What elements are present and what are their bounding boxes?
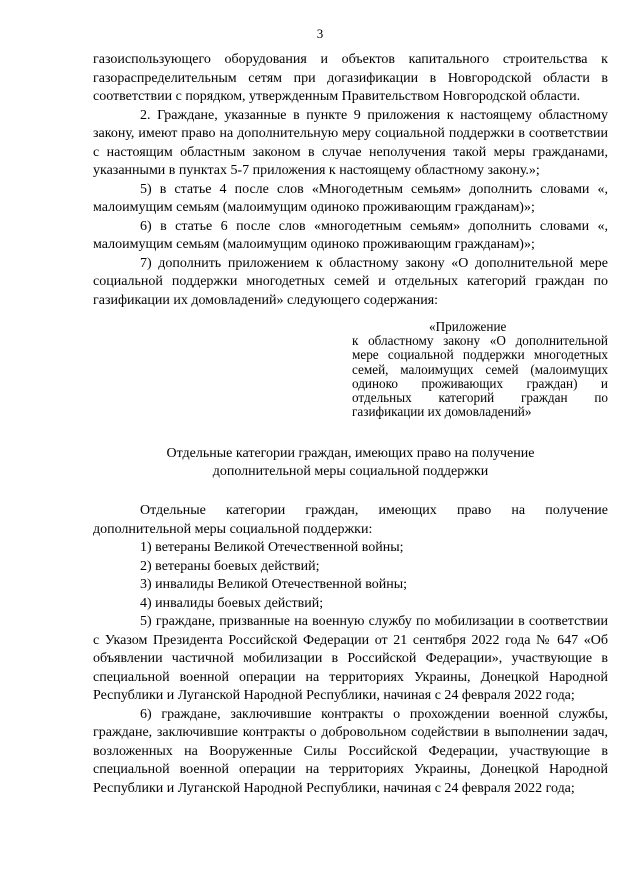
list-item: 2) ветераны боевых действий; bbox=[140, 558, 320, 574]
appendix-reference bbox=[352, 320, 608, 419]
list-item: 4) инвалиды боевых действий; bbox=[140, 595, 324, 611]
paragraph-gas-equipment: газоиспользующего оборудования и объектов капитального строительства к газораспределительным сетям при догазификации в Новгородской области в соответствии с порядком, утвержденным Правительством Новгородской области. bbox=[93, 52, 608, 104]
list-item: 6) граждане, заключившие контракты о прохождении военной службы, граждане, заключившие контракты о добровольном содействии в выполнении задач, возложенных на Вооруженные Силы Российской Федерации, участвующие в специальной военной операции на территориях Украины, Донецкой Народной Республики и Луганской Народной Республики, начиная с 24 февраля 2022 года; bbox=[93, 706, 608, 796]
paragraph-amendment-7: 7) дополнить приложением к областному закону «О дополнительной мере социальной поддержки многодетных семей и отдельных категорий граждан по газификации их домовладений» следующего содержания: bbox=[93, 255, 608, 308]
paragraph-item-2: 2. Граждане, указанные в пункте 9 приложения к настоящему областному закону, имеют право на дополнительную меру социальной поддержки в соответствии с настоящим областным законом в случае неполучения такой меры гражданами, указанными в пунктах 5-7 приложения к настоящему областному закону.»; bbox=[93, 107, 608, 178]
document-body bbox=[93, 51, 608, 798]
paragraph-amendment-5: 5) в статье 4 после слов «Многодетным семьям» дополнить словами «, малоимущим семьям (малоимущим одиноко проживающим гражданам)»; bbox=[93, 181, 608, 215]
section-heading-line2: дополнительной меры социальной поддержки bbox=[212, 464, 489, 480]
list-item: 3) инвалиды Великой Отечественной войны; bbox=[140, 577, 408, 593]
page-number: 3 bbox=[316, 26, 324, 41]
intro-paragraph: Отдельные категории граждан, имеющих право на получение дополнительной меры социальной поддержки: bbox=[93, 503, 608, 537]
section-heading-line1: Отдельные категории граждан, имеющих право на получение bbox=[166, 446, 535, 462]
appendix-text: к областному закону «О дополнительной мере социальной поддержки многодетных семей, малоимущих семей (малоимущих одиноко проживающих граждан) и отдельных категорий граждан по газификации их домовладений» bbox=[352, 333, 608, 420]
paragraph-amendment-6: 6) в статье 6 после слов «многодетным семьям» дополнить словами «, малоимущим семьям (малоимущим одиноко проживающим гражданам)»; bbox=[93, 218, 608, 252]
list-item: 5) граждане, призванные на военную службу по мобилизации в соответствии с Указом Президента Российской Федерации от 21 сентября 2022 года № 647 «Об объявлении частичной мобилизации в Российской Федерации», участвующие в специальной военной операции на территориях Украины, Донецкой Народной Республики и Луганской Народной Республики, начиная с 24 февраля 2022 года; bbox=[93, 614, 608, 704]
appendix-title: «Приложение bbox=[429, 319, 507, 334]
section-heading bbox=[93, 445, 608, 481]
list-item: 1) ветераны Великой Отечественной войны; bbox=[140, 540, 404, 556]
